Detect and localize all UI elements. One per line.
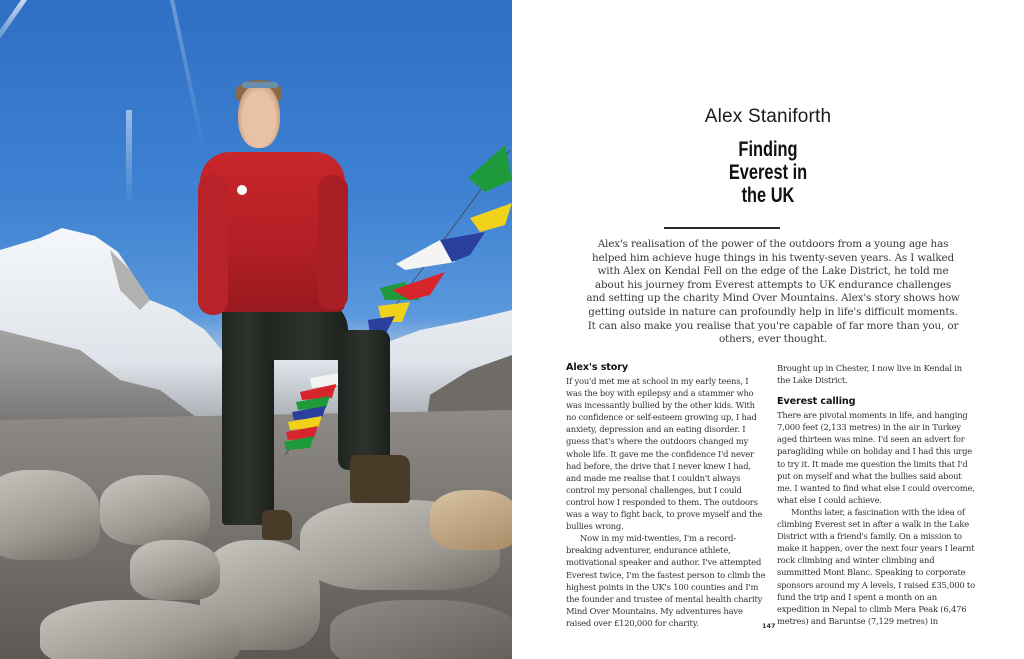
person-leg-left (222, 300, 274, 525)
sunglasses-on-head (242, 82, 278, 88)
author-name: Alex Staniforth (704, 106, 832, 127)
section-heading: Everest calling (777, 396, 856, 408)
column-right (777, 362, 977, 627)
page-number: 147 (762, 622, 776, 630)
jacket-arm-right (318, 175, 348, 310)
standfirst: Alex's realisation of the power of the outdoors from a young age has helped him achieve huge things in his twenty-seven years. As I walked with Alex on Kendal Fell on the edge of the Lake District, he told me about his journey from Everest attempts to UK endurance challenges and setting up the charity Mind Over Mountains. Alex's story shows how getting outside in nature can profoundly help in life's difficult moments. It can also make you realise that you're capable of far more than you, or others, ever thought. (586, 238, 960, 346)
section-heading: Alex's story (566, 362, 629, 373)
person-leg-right-lower (338, 330, 390, 470)
body-paragraph: If you'd met me at school in my early teens, I was the boy with epilepsy and a stammer who was incessantly bullied by the other kids. With no confidence or self-esteem growing up, I had anxiety, depression and an eating disorder. I guess that's where the outdoors changed my whole life. It gave me the confidence I'd never had before, the drive that I never knew I had, and made me realise that I couldn't always control my personal challenges, but I could control how I responded to them. The outdoors was a way to fight back, to prove myself and the bullies wrong. (566, 376, 763, 532)
boot (350, 455, 410, 503)
jacket-logo (237, 185, 247, 195)
body-paragraph: There are pivotal moments in life, and hanging 7,000 feet (2,133 metres) in the air in Turkey aged thirteen was mine. I'd seen an advert for paragliding while on holiday and I had this urge to try it. It made me question the limits that I'd put on myself and what the bullies said about me. I wanted to find what else I could overcome, what else I could achieve. (777, 410, 975, 505)
boot (262, 510, 292, 540)
title-line: the UK (741, 184, 795, 207)
body-paragraph: Months later, a fascination with the idea of climbing Everest set in after a walk in the Lake District with a friend's family. On a mission to make it happen, over the next four years I learnt rock climbing and winter climbing and summitted Mont Blanc. Speaking to corporate sponsors around my A levels, I raised £35,000 to fund the trip and I spent a month on an expedition in Nepal to climb Mera Peak (6,476 metres) and Baruntse (7,129 metres) in (777, 506, 975, 626)
column-left (566, 362, 766, 629)
body-paragraph: Brought up in Chester, I now live in Kendal in the Lake District. (777, 363, 962, 386)
jacket-arm-left (198, 175, 228, 315)
title-line: Everest in (728, 161, 808, 184)
title-divider (664, 227, 780, 229)
article-title (568, 138, 967, 207)
article-page (512, 0, 1024, 659)
face (238, 84, 280, 148)
body-paragraph: Now in my mid-twenties, I'm a record-breaking adventurer, endurance athlete, motivational speaker and author. I've attempted Everest twice, I'm the fastest person to climb the highest points in the UK's 100 counties and I'm the founder and trustee of mental health charity Mind Over Mountains. My adventures have raised over £120,000 for charity. (566, 533, 766, 628)
title-line: Finding (738, 138, 798, 161)
